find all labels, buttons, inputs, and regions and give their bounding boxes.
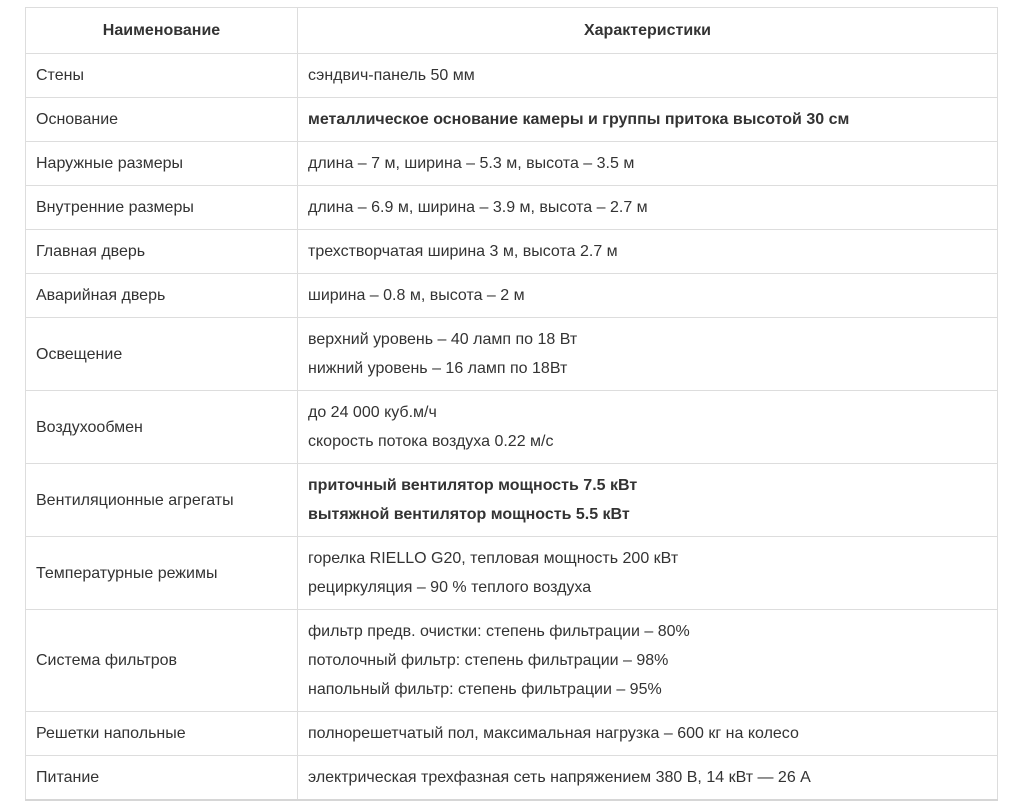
table-body bbox=[26, 54, 998, 801]
row-name-cell: Освещение bbox=[26, 318, 298, 391]
row-value-cell bbox=[298, 142, 998, 186]
value-line: электрическая трехфазная сеть напряжением 380 В, 14 кВт — 26 А bbox=[308, 769, 811, 786]
value-line: полнорешетчатый пол, максимальная нагрузка – 600 кг на колесо bbox=[308, 725, 799, 742]
header-name-column: Наименование bbox=[26, 8, 298, 54]
row-value-cell bbox=[298, 54, 998, 98]
row-name-cell: Питание bbox=[26, 756, 298, 801]
row-name-cell: Главная дверь bbox=[26, 230, 298, 274]
row-name-cell: Наружные размеры bbox=[26, 142, 298, 186]
row-value-cell bbox=[298, 230, 998, 274]
table-row bbox=[26, 391, 998, 464]
row-value-cell bbox=[298, 391, 998, 464]
header-row bbox=[26, 8, 998, 54]
value-line: рециркуляция – 90 % теплого воздуха bbox=[308, 579, 592, 596]
row-name-cell: Температурные режимы bbox=[26, 537, 298, 610]
value-line: трехстворчатая ширина 3 м, высота 2.7 м bbox=[308, 243, 618, 260]
table-row bbox=[26, 274, 998, 318]
table-row bbox=[26, 54, 998, 98]
row-name-cell: Аварийная дверь bbox=[26, 274, 298, 318]
header-characteristics-column: Характеристики bbox=[298, 8, 998, 54]
row-name-cell: Стены bbox=[26, 54, 298, 98]
value-line: потолочный фильтр: степень фильтрации – 98% bbox=[308, 652, 669, 669]
row-name-cell: Система фильтров bbox=[26, 610, 298, 712]
value-line: скорость потока воздуха 0.22 м/с bbox=[308, 433, 554, 450]
row-value-cell bbox=[298, 464, 998, 537]
table-row bbox=[26, 756, 998, 801]
row-value-cell bbox=[298, 274, 998, 318]
table-row bbox=[26, 142, 998, 186]
value-line: металлическое основание камеры и группы притока высотой 30 см bbox=[308, 111, 850, 128]
row-value-cell bbox=[298, 712, 998, 756]
row-name-cell: Вентиляционные агрегаты bbox=[26, 464, 298, 537]
table-row bbox=[26, 318, 998, 391]
row-value-cell bbox=[298, 98, 998, 142]
row-value-cell bbox=[298, 756, 998, 801]
table-row bbox=[26, 537, 998, 610]
value-line: напольный фильтр: степень фильтрации – 95% bbox=[308, 681, 662, 698]
value-line: ширина – 0.8 м, высота – 2 м bbox=[308, 287, 525, 304]
table-row bbox=[26, 712, 998, 756]
value-line: приточный вентилятор мощность 7.5 кВт bbox=[308, 477, 638, 494]
table-row bbox=[26, 464, 998, 537]
value-line: нижний уровень – 16 ламп по 18Вт bbox=[308, 360, 568, 377]
row-value-cell bbox=[298, 537, 998, 610]
row-value-cell bbox=[298, 318, 998, 391]
row-name-cell: Основание bbox=[26, 98, 298, 142]
value-line: вытяжной вентилятор мощность 5.5 кВт bbox=[308, 506, 630, 523]
table-row bbox=[26, 98, 998, 142]
row-value-cell bbox=[298, 186, 998, 230]
spec-table bbox=[25, 7, 998, 801]
value-line: горелка RIELLO G20, тепловая мощность 200 кВт bbox=[308, 550, 679, 567]
row-name-cell: Решетки напольные bbox=[26, 712, 298, 756]
value-line: сэндвич-панель 50 мм bbox=[308, 67, 475, 84]
row-name-cell: Внутренние размеры bbox=[26, 186, 298, 230]
row-value-cell bbox=[298, 610, 998, 712]
table-row bbox=[26, 610, 998, 712]
value-line: до 24 000 куб.м/ч bbox=[308, 404, 437, 421]
table-row bbox=[26, 230, 998, 274]
value-line: верхний уровень – 40 ламп по 18 Вт bbox=[308, 331, 578, 348]
value-line: длина – 6.9 м, ширина – 3.9 м, высота – 2.7 м bbox=[308, 199, 648, 216]
value-line: длина – 7 м, ширина – 5.3 м, высота – 3.5 м bbox=[308, 155, 635, 172]
table-row bbox=[26, 186, 998, 230]
row-name-cell: Воздухообмен bbox=[26, 391, 298, 464]
value-line: фильтр предв. очистки: степень фильтрации – 80% bbox=[308, 623, 690, 640]
